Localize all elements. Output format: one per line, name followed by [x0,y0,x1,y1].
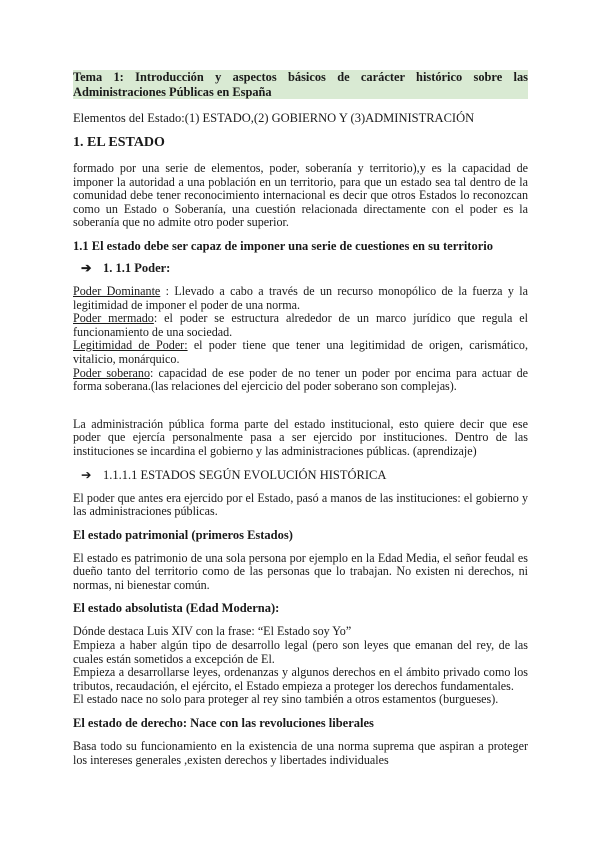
power-term: Legitimidad de Poder: [73,338,188,353]
arrow-bullet-icon: ➔ [81,260,92,275]
power-term: Poder soberano [73,365,150,380]
power-description: : capacidad de ese poder de no tener un poder por encima para actuar de forma soberana.(las relaciones del ejercicio del poder soberano son complejas). [73,365,528,394]
evolution-intro-paragraph: El poder que antes era ejercido por el Estado, pasó a manos de las instituciones: el gobierno y las administraciones públicas. [73,490,528,519]
patrimonial-paragraph: El estado es patrimonio de una sola persona por ejemplo en la Edad Media, el señor feudal es dueño tanto del territorio como de las personas que lo trabajan. No existen ni derechos, ni normas, ni bienestar común. [73,550,528,592]
power-term: Poder Dominante [73,283,161,298]
power-description: : el poder se estructura alrededor de un marco jurídico que regula el funcionamiento de una sociedad. [73,311,528,339]
spacer [73,394,528,418]
section-heading-1-1: 1.1 El estado debe ser capaz de imponer una serie de cuestiones en su territorio [73,238,493,253]
heading-estado-patrimonial: El estado patrimonial (primeros Estados) [73,527,293,542]
admin-paragraph: La administración pública forma parte del estado institucional, esto quiere decir que ese poder que ejercía personalmente pasa a ser ejercido por instituciones. Dentro de las instituciones se incardina el gobierno y las administraciones públicas. (aprendizaje) [73,416,528,458]
absolutista-line: Empieza a desarrollarse leyes, ordenanzas y algunos derechos en el ámbito privado como los tributos, recaudación, el ejército, el Estado empieza a proteger los derechos fundamentales. [73,665,528,693]
absolutista-line: Dónde destaca Luis XIV con la frase: “El Estado soy Yo” [73,624,352,639]
power-description: : Llevado a cabo a través de un recurso monopólico de la fuerza y la legitimidad de imponer el poder de una norma. [73,283,528,312]
subsection-estados-label: 1.1.1.1 ESTADOS SEGÚN EVOLUCIÓN HISTÓRICA [103,467,387,482]
state-elements-line: Elementos del Estado:(1) ESTADO,(2) GOBIERNO Y (3)ADMINISTRACIÓN [73,111,475,125]
section-heading-estado: 1. EL ESTADO [73,135,165,150]
power-item [73,285,528,312]
document-title: Tema 1: Introducción y aspectos básicos de carácter histórico sobre las Administraciones Públicas en España [73,70,528,99]
power-item [73,312,528,339]
power-term: Poder mermado [73,311,154,326]
power-description: el poder tiene que tener una legitimidad de origen, carismático, vitalicio, monárquico. [73,338,528,366]
derecho-paragraph: Basa todo su funcionamiento en la existencia de una norma suprema que aspiran a proteger los intereses generales ,existen derechos y libertades individuales [73,739,528,767]
arrow-bullet-icon: ➔ [81,467,92,482]
power-item [73,339,528,366]
subsection-poder-label: 1. 1.1 Poder: [103,260,171,275]
subsection-estados-evolucion [81,468,528,483]
absolutista-line: Empieza a haber algún tipo de desarrollo legal (pero son leyes que emanan del rey, de las cuales están sometidos a excepción de El. [73,638,528,666]
heading-estado-absolutista: El estado absolutista (Edad Moderna): [73,601,280,616]
heading-estado-derecho: El estado de derecho: Nace con las revoluciones liberales [73,716,374,731]
absolutista-line: El estado nace no solo para proteger al rey sino también a otros estamentos (burgueses). [73,692,499,707]
power-item [73,367,528,394]
estado-intro-paragraph: formado por una serie de elementos, poder, soberanía y territorio),y es la capacidad de imponer la autoridad a una población en un territorio, para que un estado sea tal dentro de la comunidad debe tener reconocimiento internacional es decir que otros Estados lo reconozcan como un Estado o Soberanía, una cuestión relacionada directamente con el poder es la soberanía que no admite otro poder superior. [73,161,528,230]
subsection-poder [81,261,528,276]
document-page [73,70,528,776]
